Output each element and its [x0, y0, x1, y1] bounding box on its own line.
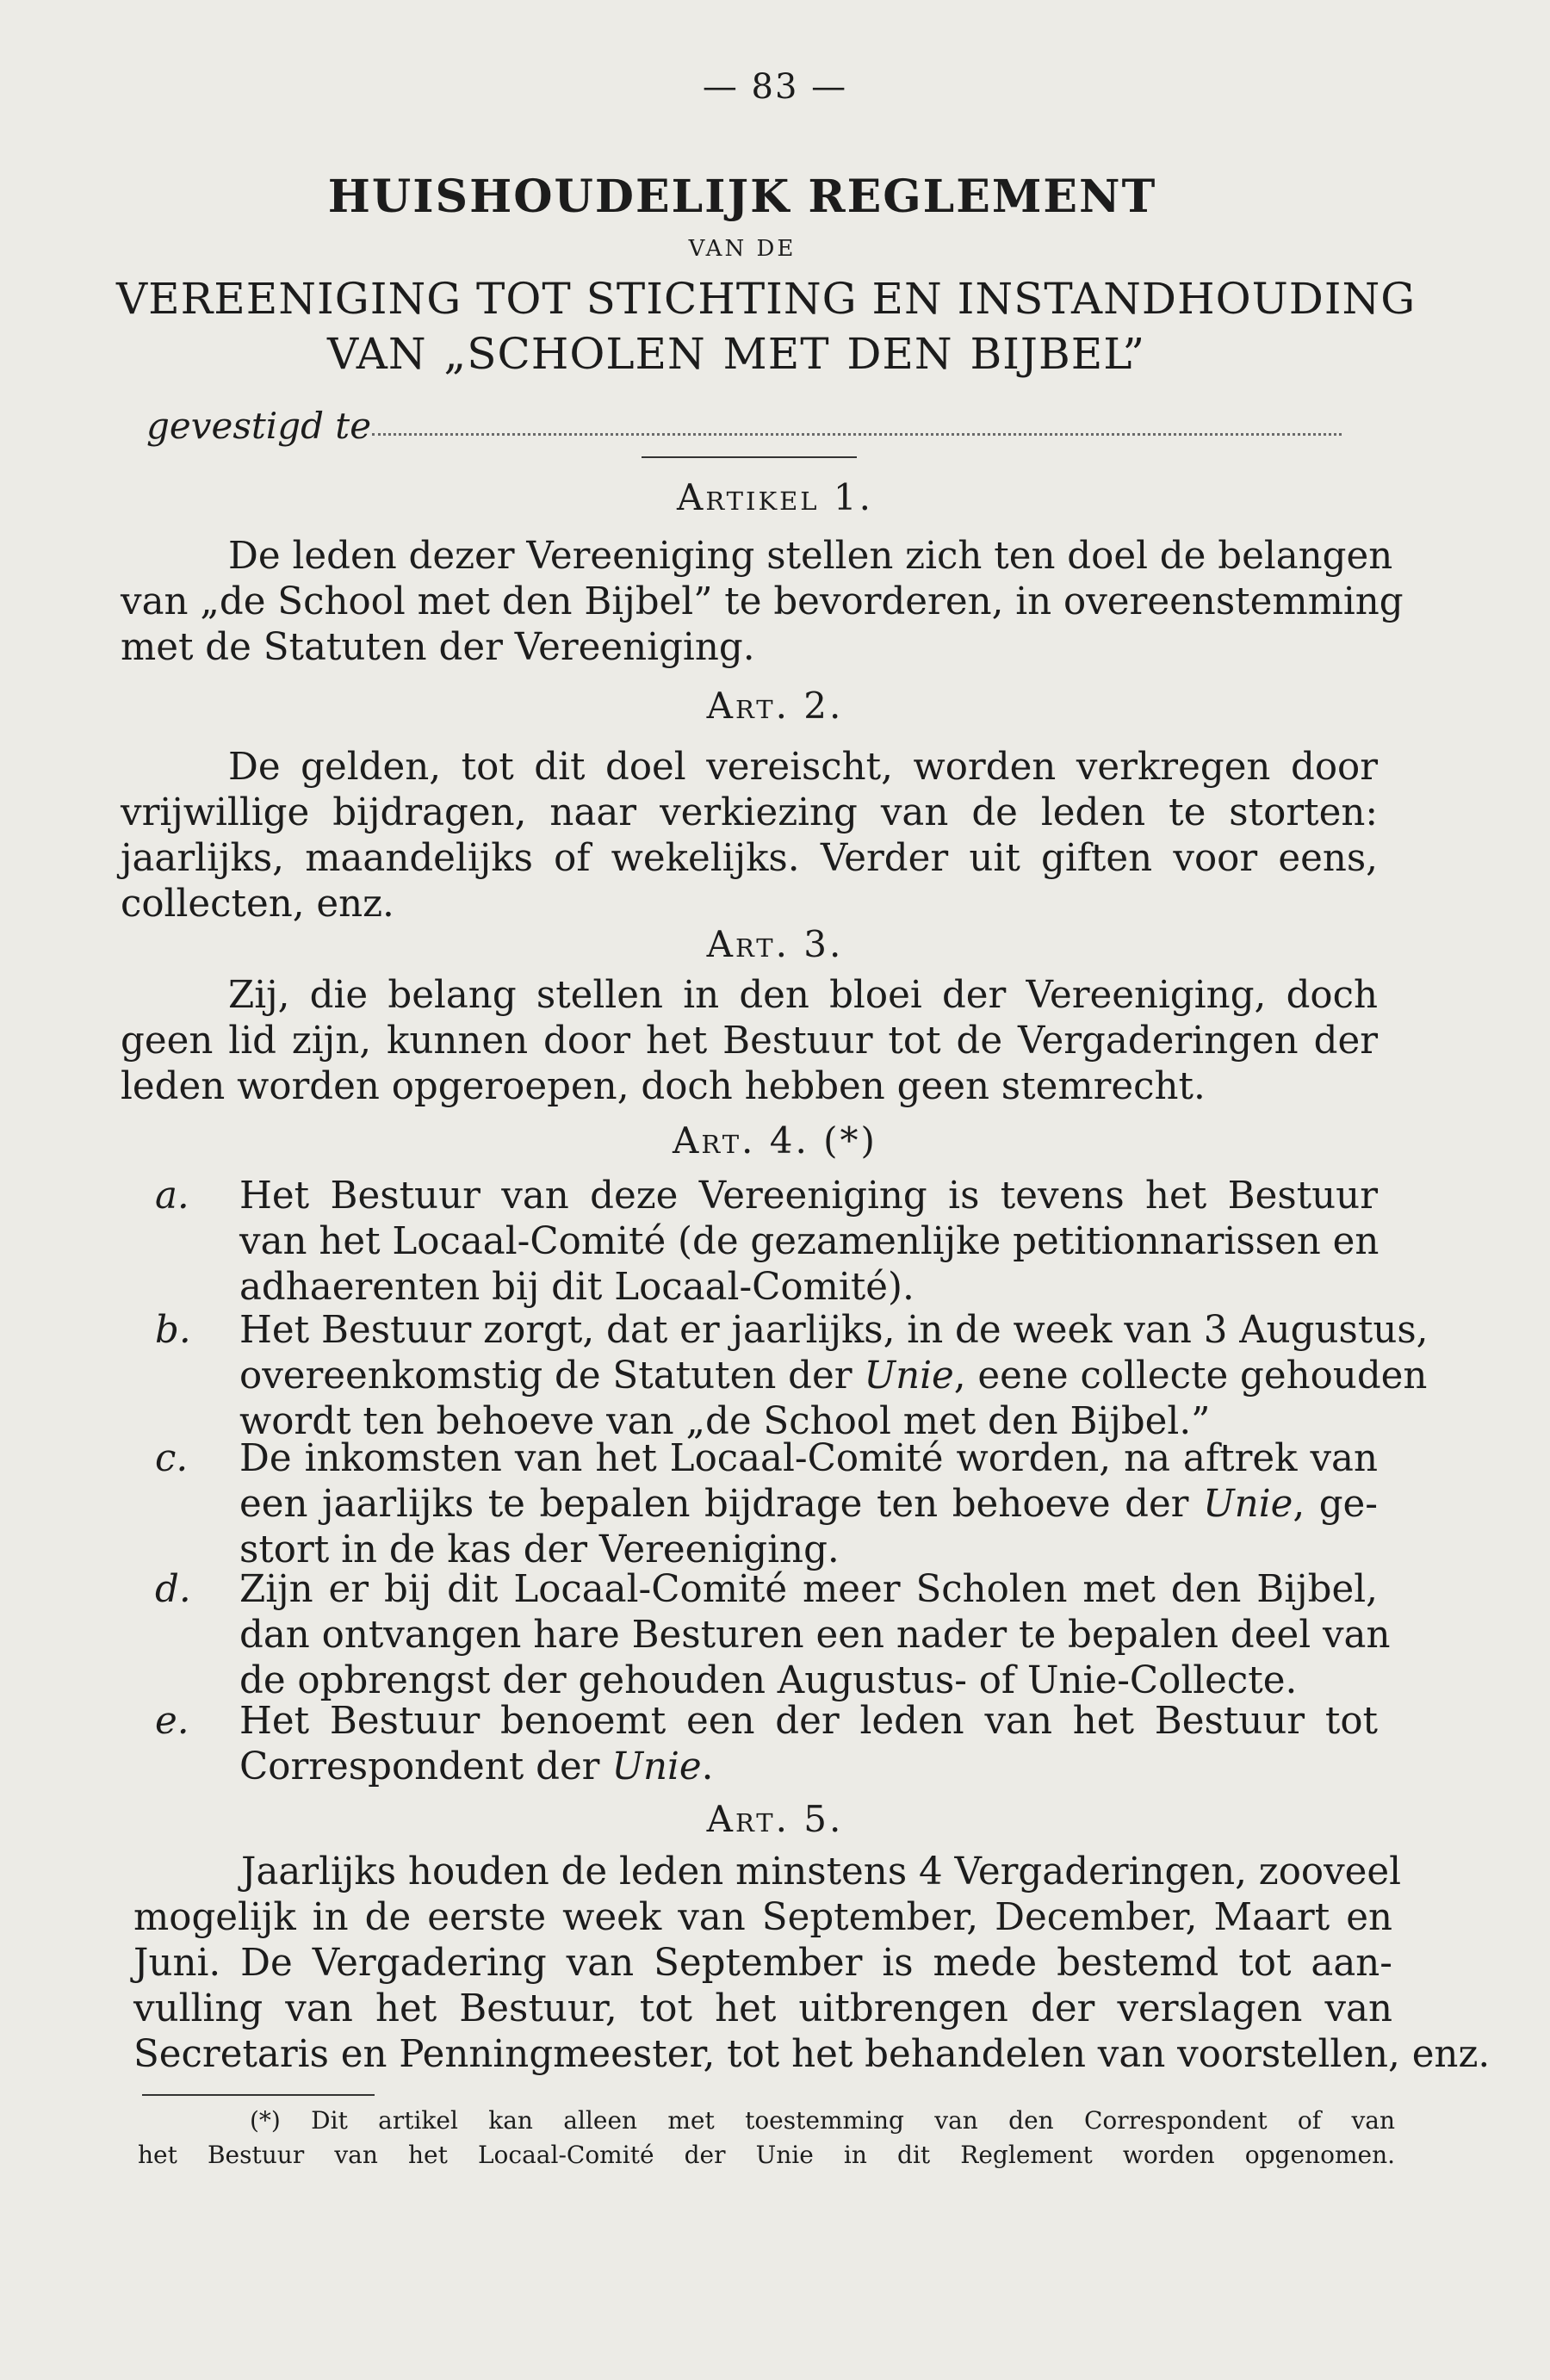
item-line: Zijn er bij dit Locaal-Comité meer Scholen met den Bijbel,	[239, 1568, 1378, 1611]
item-line-text: een jaarlijks te bepalen bijdrage ten behoeve der	[239, 1483, 1189, 1526]
item-line-text: overeenkomstig de Statuten der	[239, 1354, 852, 1398]
item-line: Het Bestuur van deze Vereeniging is tevens het Bestuur	[239, 1175, 1378, 1218]
article-4-item-d	[121, 1567, 1391, 1704]
item-line-mixed	[239, 1482, 1378, 1528]
article-4-item-b	[121, 1308, 1429, 1445]
item-line: van het Locaal-Comité (de gezamenlijke petitionnarissen en	[239, 1220, 1380, 1263]
item-line-mixed	[239, 1745, 1378, 1790]
article-4-item-c	[121, 1436, 1378, 1573]
article-5-body	[133, 1850, 1491, 2078]
article-2-line: collecten, enz.	[121, 883, 394, 926]
article-5-line: Jaarlijks houden de leden minstens 4 Vergaderingen, zooveel	[241, 1850, 1402, 1893]
article-3-heading: Art. 3.	[706, 923, 844, 965]
subtitle-line-1: VEREENIGING TOT STICHTING EN INSTANDHOUDING	[116, 274, 1417, 324]
footnote-line: het Bestuur van het Locaal-Comité der Unie in dit Reglement worden opgenomen.	[138, 2141, 1395, 2169]
document-title: HUISHOUDELIJK REGLEMENT	[327, 170, 1157, 223]
item-line: adhaerenten bij dit Locaal-Comité).	[239, 1266, 914, 1309]
unie-italic: Unie	[611, 1745, 702, 1788]
article-2-line: vrijwillige bijdragen, naar verkiezing van de leden te storten:	[121, 791, 1378, 834]
article-3-line: geen lid zijn, kunnen door het Bestuur tot de Vergaderingen der	[121, 1020, 1378, 1063]
item-line: stort in de kas der Vereeniging.	[239, 1528, 840, 1571]
item-line-text: Correspondent der	[239, 1745, 600, 1788]
article-4-heading: Art. 4. (*)	[673, 1119, 877, 1162]
item-label: c.	[155, 1437, 189, 1480]
item-line-tail: .	[701, 1745, 714, 1788]
item-line-tail: , eene collecte gehouden	[953, 1354, 1428, 1398]
item-line: Het Bestuur benoemt een der leden van het Bestuur tot	[239, 1700, 1378, 1743]
unie-italic: Unie	[1203, 1483, 1293, 1526]
article-4-item-e	[121, 1699, 1378, 1790]
article-1-line: met de Statuten der Vereeniging.	[121, 626, 755, 669]
article-2-line: De gelden, tot dit doel vereischt, worden verkregen door	[228, 746, 1378, 789]
article-5-line: vulling van het Bestuur, tot het uitbrengen der verslagen van	[133, 1987, 1392, 2030]
item-line: de opbrengst der gehouden Augustus- of Unie-Collecte.	[239, 1659, 1298, 1702]
subtitle-line-2: VAN „SCHOLEN MET DEN BIJBEL”	[327, 329, 1145, 379]
gevestigd-label: gevestigd te	[146, 405, 372, 447]
item-line: wordt ten behoeve van „de School met den Bijbel.”	[239, 1400, 1211, 1443]
article-5-heading: Art. 5.	[706, 1798, 844, 1840]
item-line: De inkomsten van het Locaal-Comité worden, na aftrek van	[239, 1437, 1378, 1480]
fill-in-dotted-line	[372, 433, 1342, 436]
article-3-body	[121, 973, 1378, 1110]
article-3-line: Zij, die belang stellen in den bloei der Vereeniging, doch	[228, 974, 1378, 1017]
footnote	[138, 2104, 1395, 2172]
article-1-line: van „de School met den Bijbel” te bevorderen, in overeenstemming	[121, 580, 1404, 623]
item-label: b.	[155, 1309, 191, 1352]
item-label: e.	[155, 1700, 189, 1743]
article-5-line: Secretaris en Penningmeester, tot het behandelen van voorstellen, enz.	[133, 2033, 1491, 2076]
footnote-line: (*) Dit artikel kan alleen met toestemming van den Correspondent of van	[250, 2106, 1395, 2135]
article-4-item-a	[121, 1174, 1378, 1311]
footnote-divider	[142, 2094, 375, 2096]
article-2-line: jaarlijks, maandelijks of wekelijks. Verder uit giften voor eens,	[121, 837, 1378, 880]
item-label: d.	[155, 1568, 191, 1611]
item-line-mixed	[239, 1354, 1428, 1399]
item-line-tail: , ge-	[1293, 1483, 1378, 1526]
item-line: Het Bestuur zorgt, dat er jaarlijks, in de week van 3 Augustus,	[239, 1309, 1429, 1352]
unie-italic: Unie	[864, 1354, 954, 1398]
article-1-body	[121, 534, 1404, 671]
item-label: a.	[155, 1175, 189, 1218]
article-2-body	[121, 745, 1378, 927]
article-1-line: De leden dezer Vereeniging stellen zich ten doel de belangen	[228, 535, 1393, 578]
header-divider	[642, 456, 857, 458]
title-connector: VAN DE	[688, 236, 797, 262]
article-2-heading: Art. 2.	[706, 685, 844, 727]
article-3-line: leden worden opgeroepen, doch hebben geen stemrecht.	[121, 1065, 1206, 1108]
article-5-line: mogelijk in de eerste week van September, December, Maart en	[133, 1896, 1392, 1939]
page-number: — 83 —	[702, 67, 848, 107]
article-1-heading: Artikel 1.	[677, 476, 873, 518]
item-line: dan ontvangen hare Besturen een nader te bepalen deel van	[239, 1614, 1391, 1657]
article-5-line: Juni. De Vergadering van September is mede bestemd tot aan-	[133, 1942, 1392, 1985]
